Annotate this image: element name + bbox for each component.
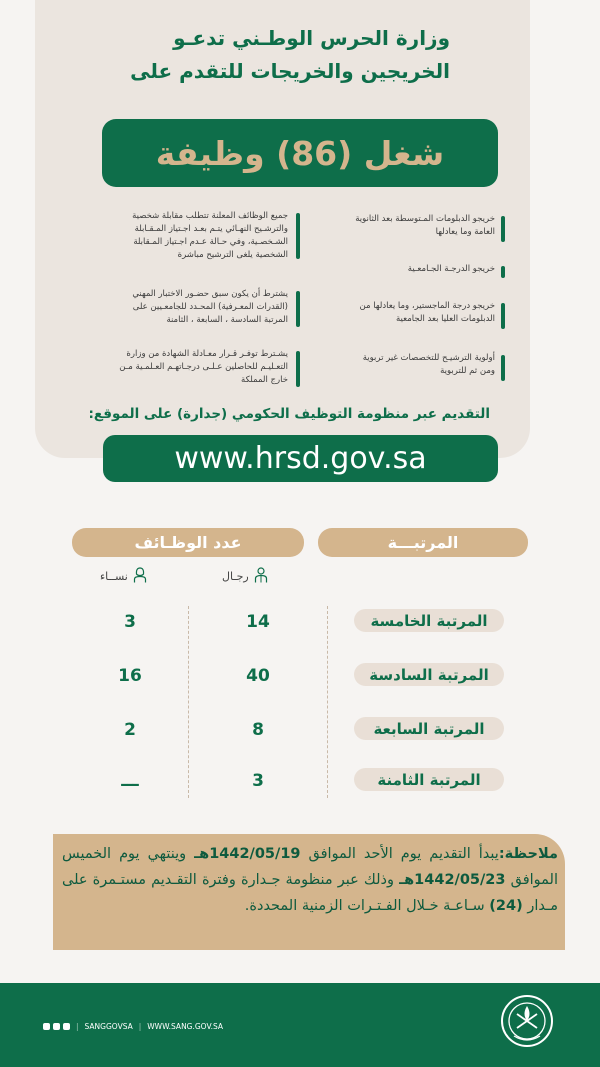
person-icon [254,567,268,586]
requirement-item: جميع الوظائف المعلنة تتطلب مقابلة شخصية والترشـيح النهـائي يتـم بعـد اجـتياز المـقـابلة الشـخصـية، وفي حـالة عـدم اجـتياز المـقابلة الشخصية يلغى الترشيح مباشرة [108,210,288,262]
title-line-2: الخريجين والخريجات للتقدم على [130,59,450,83]
women-label: نســاء [100,567,147,586]
men-label: رجـال [222,567,268,586]
men-count: 8 [252,720,264,740]
grade-cell: المرتبة الخامسة [354,609,504,632]
twitter-icon[interactable] [43,1023,50,1030]
women-count: 3 [124,612,136,632]
apply-label: التقديم عبر منظومة التوظيف الحكومي (جدارة) على الموقع: [88,406,490,422]
requirement-item: خريجو الدبلومات المـتوسطة بعد الثانوية العامة وما يعادلها [345,213,495,239]
social-handle[interactable]: SANGGOVSA [84,1022,133,1031]
note-text: ملاحظة:يبدأ التقديم يوم الأحد الموافق 1442/05/19هـ وينتهي يوم الخميس الموافق 1442/05/23هـ وذلك عبر منظومة جـدارة وفترة التقـديم مستـمرة على مـدار (24) سـاعـة خـلال الفـتـرات الزمنية المحددة. [62,846,558,914]
men-count: 3 [252,771,264,791]
snapchat-icon[interactable] [63,1023,70,1030]
footer-links: | SANGGOVSA | WWW.SANG.GOV.SA [43,1022,223,1031]
footer-website[interactable]: WWW.SANG.GOV.SA [147,1022,224,1031]
social-icons [43,1023,70,1030]
requirement-item: أولوية الترشيـح للتخصصات غير تربوية ومن ثم للتربوية [345,352,495,378]
grade-cell: المرتبة الثامنة [354,768,504,791]
jobs-banner: شغل (86) وظيفة [102,119,498,187]
women-count: 2 [124,720,136,740]
column-divider [188,606,189,798]
requirement-item: خريجو الدرجـة الجـامعـية [345,263,495,276]
instagram-icon[interactable] [53,1023,60,1030]
requirement-item: يشترط أن يكون سبق حضـور الاختبار المهني (القدرات المعـرفية) المحـدد للجامعـيين على المرتبة السادسة ، السابعة ، الثامنة [108,288,288,327]
women-count: ـــ [121,771,139,791]
title-line-1: وزارة الحرس الوطـني تدعـو [173,26,450,50]
requirement-item: خريجو درجة الماجستير، وما يعادلها من الدبلومات العليا بعد الجامعية [345,300,495,326]
woman-icon [133,567,147,586]
emblem-icon [500,994,554,1048]
website-link[interactable]: www.hrsd.gov.sa [103,435,498,482]
page-title [120,22,450,88]
women-count: 16 [118,666,142,686]
men-count: 14 [246,612,270,632]
requirement-item: يشـترط توفـر قـرار معـادلة الشهادة من وزارة التعـليـم للحاصلين عـلـى درجـاتهـم العـلمـية مـن خارج المملكة [108,348,288,387]
men-count: 40 [246,666,270,686]
grade-cell: المرتبة السادسة [354,663,504,686]
grade-cell: المرتبة السابعة [354,717,504,740]
column-divider [327,606,328,798]
grade-header: المرتبـــة [318,528,528,557]
count-header: عدد الوظـائف [72,528,304,557]
